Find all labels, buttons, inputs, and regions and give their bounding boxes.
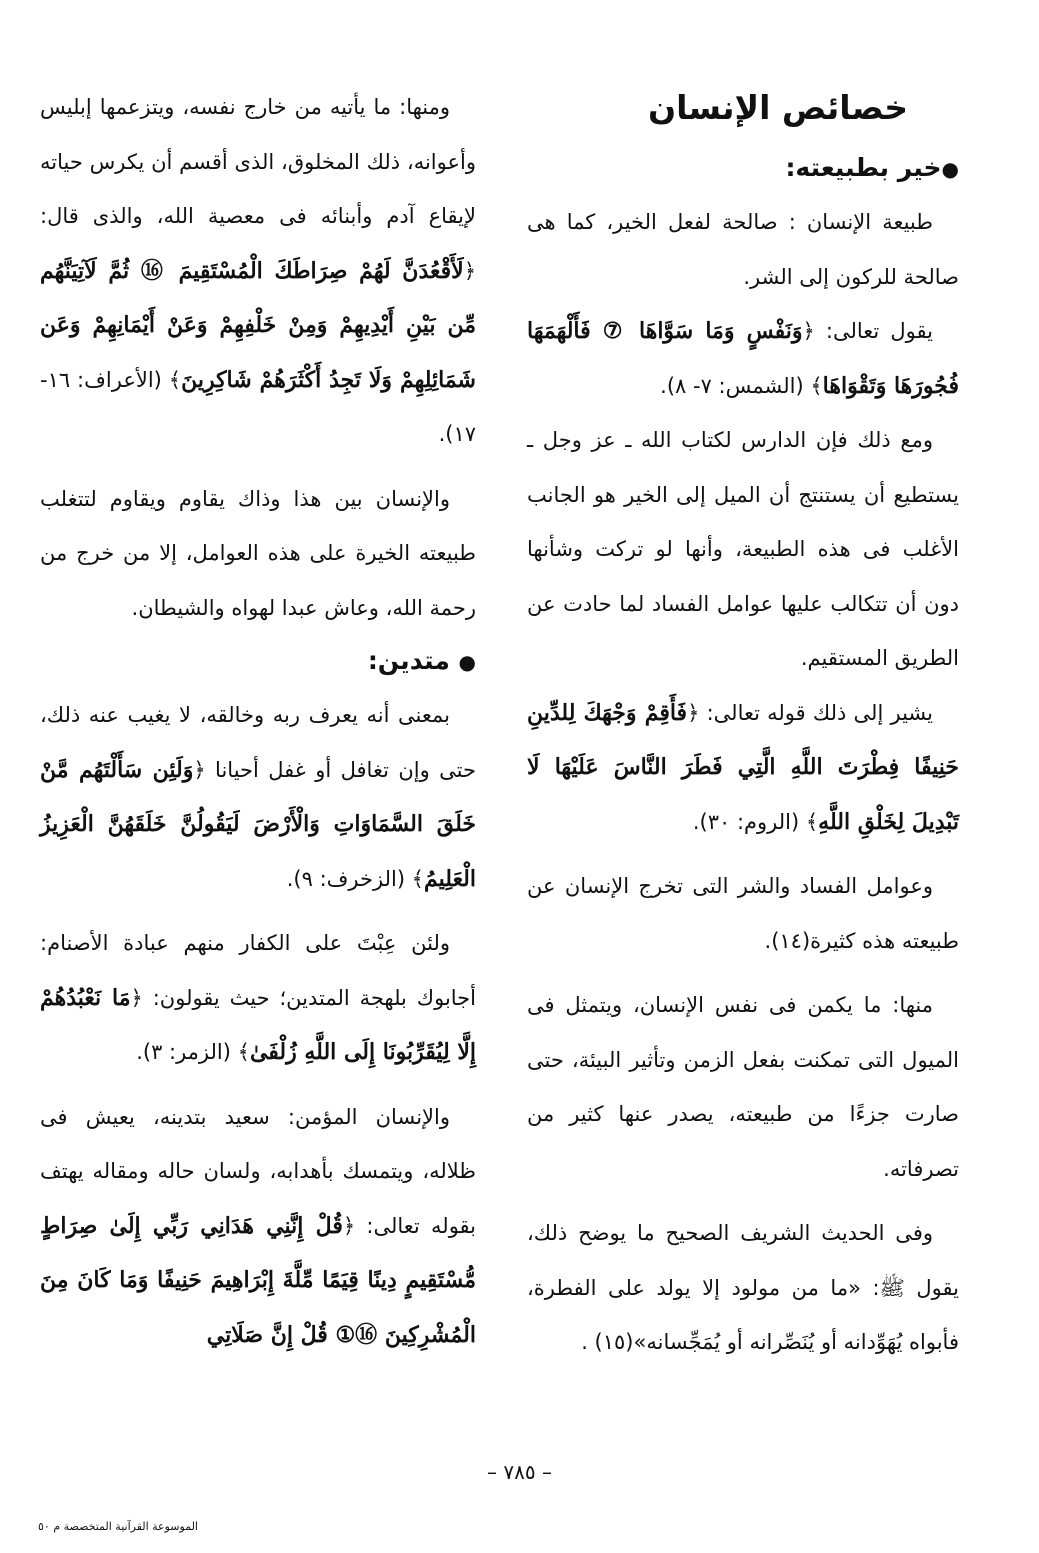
heading-text: متدين: <box>367 646 450 675</box>
paragraph-verse-zukhruf <box>40 688 476 906</box>
paragraph-verse-shams <box>527 304 959 413</box>
heading-text: خير بطبيعته: <box>785 153 942 182</box>
paragraph-text: والإنسان المؤمن: سعيد بتدينه، يعيش فى ظلاله، ويتمسك بأهدابه، ولسان حاله ومقاله يهتف بقوله تعالى: ﴿ <box>40 1104 477 1238</box>
verse-reference: ﴾ (الروم: ٣٠). <box>692 809 819 834</box>
verse-reference: ﴾ (الزخرف: ٩). <box>286 866 424 891</box>
paragraph-text: بمعنى أنه يعرف ربه وخالقه، لا يغيب عنه ذلك، حتى وإن تغافل أو غفل أحيانا ﴿ <box>40 703 476 782</box>
paragraph: ومع ذلك فإن الدارس لكتاب الله ـ عز وجل ـ يستطيع أن يستنتج أن الميل إلى الخير هو الجانب الأغلب فى هذه الطبيعة، وأنها لو تركت وشأنها دون أن تتكالب عليها عوامل الفساد لما حادت عن الطريق المستقيم. <box>527 428 959 670</box>
verse-reference: ﴾ (الأعراف: ١٦- ١٧). <box>40 367 476 446</box>
quran-verse: مَا نَعْبُدُهُمْ إِلَّا لِيُقَرِّبُونَا إِلَى اللَّهِ زُلْفَىٰ <box>40 984 476 1065</box>
verse-intro: يقول تعالى: ﴿ <box>802 319 933 343</box>
paragraph: طبيعة الإنسان : صالحة لفعل الخير، كما هى صالحة للركون إلى الشر. <box>527 210 959 289</box>
paragraph-verse-araf <box>40 80 476 462</box>
paragraph-text: ولئن عِبْتَ على الكفار منهم عبادة الأصنام: أجابوك بلهجة المتدين؛ حيث يقولون: ﴿ <box>40 931 477 1010</box>
verse-reference: ﴾ (الزمر: ٣). <box>136 1040 250 1064</box>
book-footer-note: الموسوعة القرآنية المتخصصة م ٥٠ <box>38 1520 198 1533</box>
section-heading-religious <box>40 635 476 688</box>
bullet-icon: ● <box>458 650 476 674</box>
paragraph-hadith: وفى الحديث الشريف الصحيح ما يوضح ذلك، يقول ﷺ: «ما من مولود إلا يولد على الفطرة، فأبواه يُهَوِّدانه أو يُنَصِّرانه أو يُمَجِّسانه»(١٥) . <box>527 1221 959 1354</box>
paragraph-text: ومنها: ما يأتيه من خارج نفسه، ويتزعمها إبليس وأعوانه، ذلك المخلوق، الذى أقسم أن يكرس حياته لإيقاع آدم وأبنائه فى معصية الله، والذى قال: ﴿ <box>40 95 476 283</box>
bullet-icon: ● <box>941 157 959 181</box>
paragraph-verse-rum <box>527 686 959 850</box>
quran-verse: وَنَفْسٍ وَمَا سَوَّاهَا ⑦ فَأَلْهَمَهَا فُجُورَهَا وَتَقْوَاهَا <box>527 318 959 399</box>
paragraph-verse-anam <box>40 1090 476 1363</box>
paragraph: والإنسان بين هذا وذاك يقاوم ويقاوم لتتغلب طبيعته الخيرة على هذه العوامل، إلا من خرج من رحمة الله، وعاش عبدا لهواه والشيطان. <box>40 486 476 620</box>
verse-intro: يشير إلى ذلك قوله تعالى: ﴿ <box>687 700 933 725</box>
paragraph-verse-zumar <box>40 916 476 1080</box>
right-column <box>527 80 959 1370</box>
section-heading-good-by-nature <box>527 142 959 195</box>
page-number: – ٧٨٥ – <box>487 1460 552 1484</box>
quran-verse: قُلْ إِنَّنِي هَدَانِي رَبِّي إِلَىٰ صِرَاطٍ مُّسْتَقِيمٍ دِينًا قِيَمًا مِّلَّةَ إِبْرَاهِيمَ حَنِيفًا وَمَا كَانَ مِنَ الْمُشْرِكِينَ ⑯① قُلْ إِنَّ صَلَاتِي <box>40 1212 476 1348</box>
left-column <box>40 80 476 1362</box>
paragraph: وعوامل الفساد والشر التى تخرج الإنسان عن طبيعته هذه كثيرة(١٤). <box>527 874 959 953</box>
verse-reference: ﴾ (الشمس: ٧- ٨). <box>660 373 823 398</box>
quran-verse: فَأَقِمْ وَجْهَكَ لِلدِّينِ حَنِيفًا فِطْرَتَ اللَّهِ الَّتِي فَطَرَ النَّاسَ عَلَيْهَا لَا تَبْدِيلَ لِخَلْقِ اللَّهِ <box>527 699 959 835</box>
page-title: خصائص الإنسان <box>647 88 908 127</box>
quran-verse: وَلَئِن سَأَلْتَهُم مَّنْ خَلَقَ السَّمَاوَاتِ وَالْأَرْضَ لَيَقُولُنَّ خَلَقَهُنَّ الْعَزِيزُ الْعَلِيمُ <box>40 756 476 892</box>
quran-verse: لَأَقْعُدَنَّ لَهُمْ صِرَاطَكَ الْمُسْتَقِيمَ ⑯ ثُمَّ لَآتِيَنَّهُم مِّن بَيْنِ أَيْدِيهِمْ وَمِنْ خَلْفِهِمْ وَعَنْ أَيْمَانِهِمْ وَعَن شَمَائِلِهِمْ وَلَا تَجِدُ أَكْثَرَهُمْ شَاكِرِينَ <box>40 257 476 393</box>
paragraph: منها: ما يكمن فى نفس الإنسان، ويتمثل فى الميول التى تمكنت بفعل الزمن وتأثير البيئة، حتى صارت جزءًا من طبيعته، يصدر عنها كثير من تصرفاته. <box>527 993 959 1181</box>
